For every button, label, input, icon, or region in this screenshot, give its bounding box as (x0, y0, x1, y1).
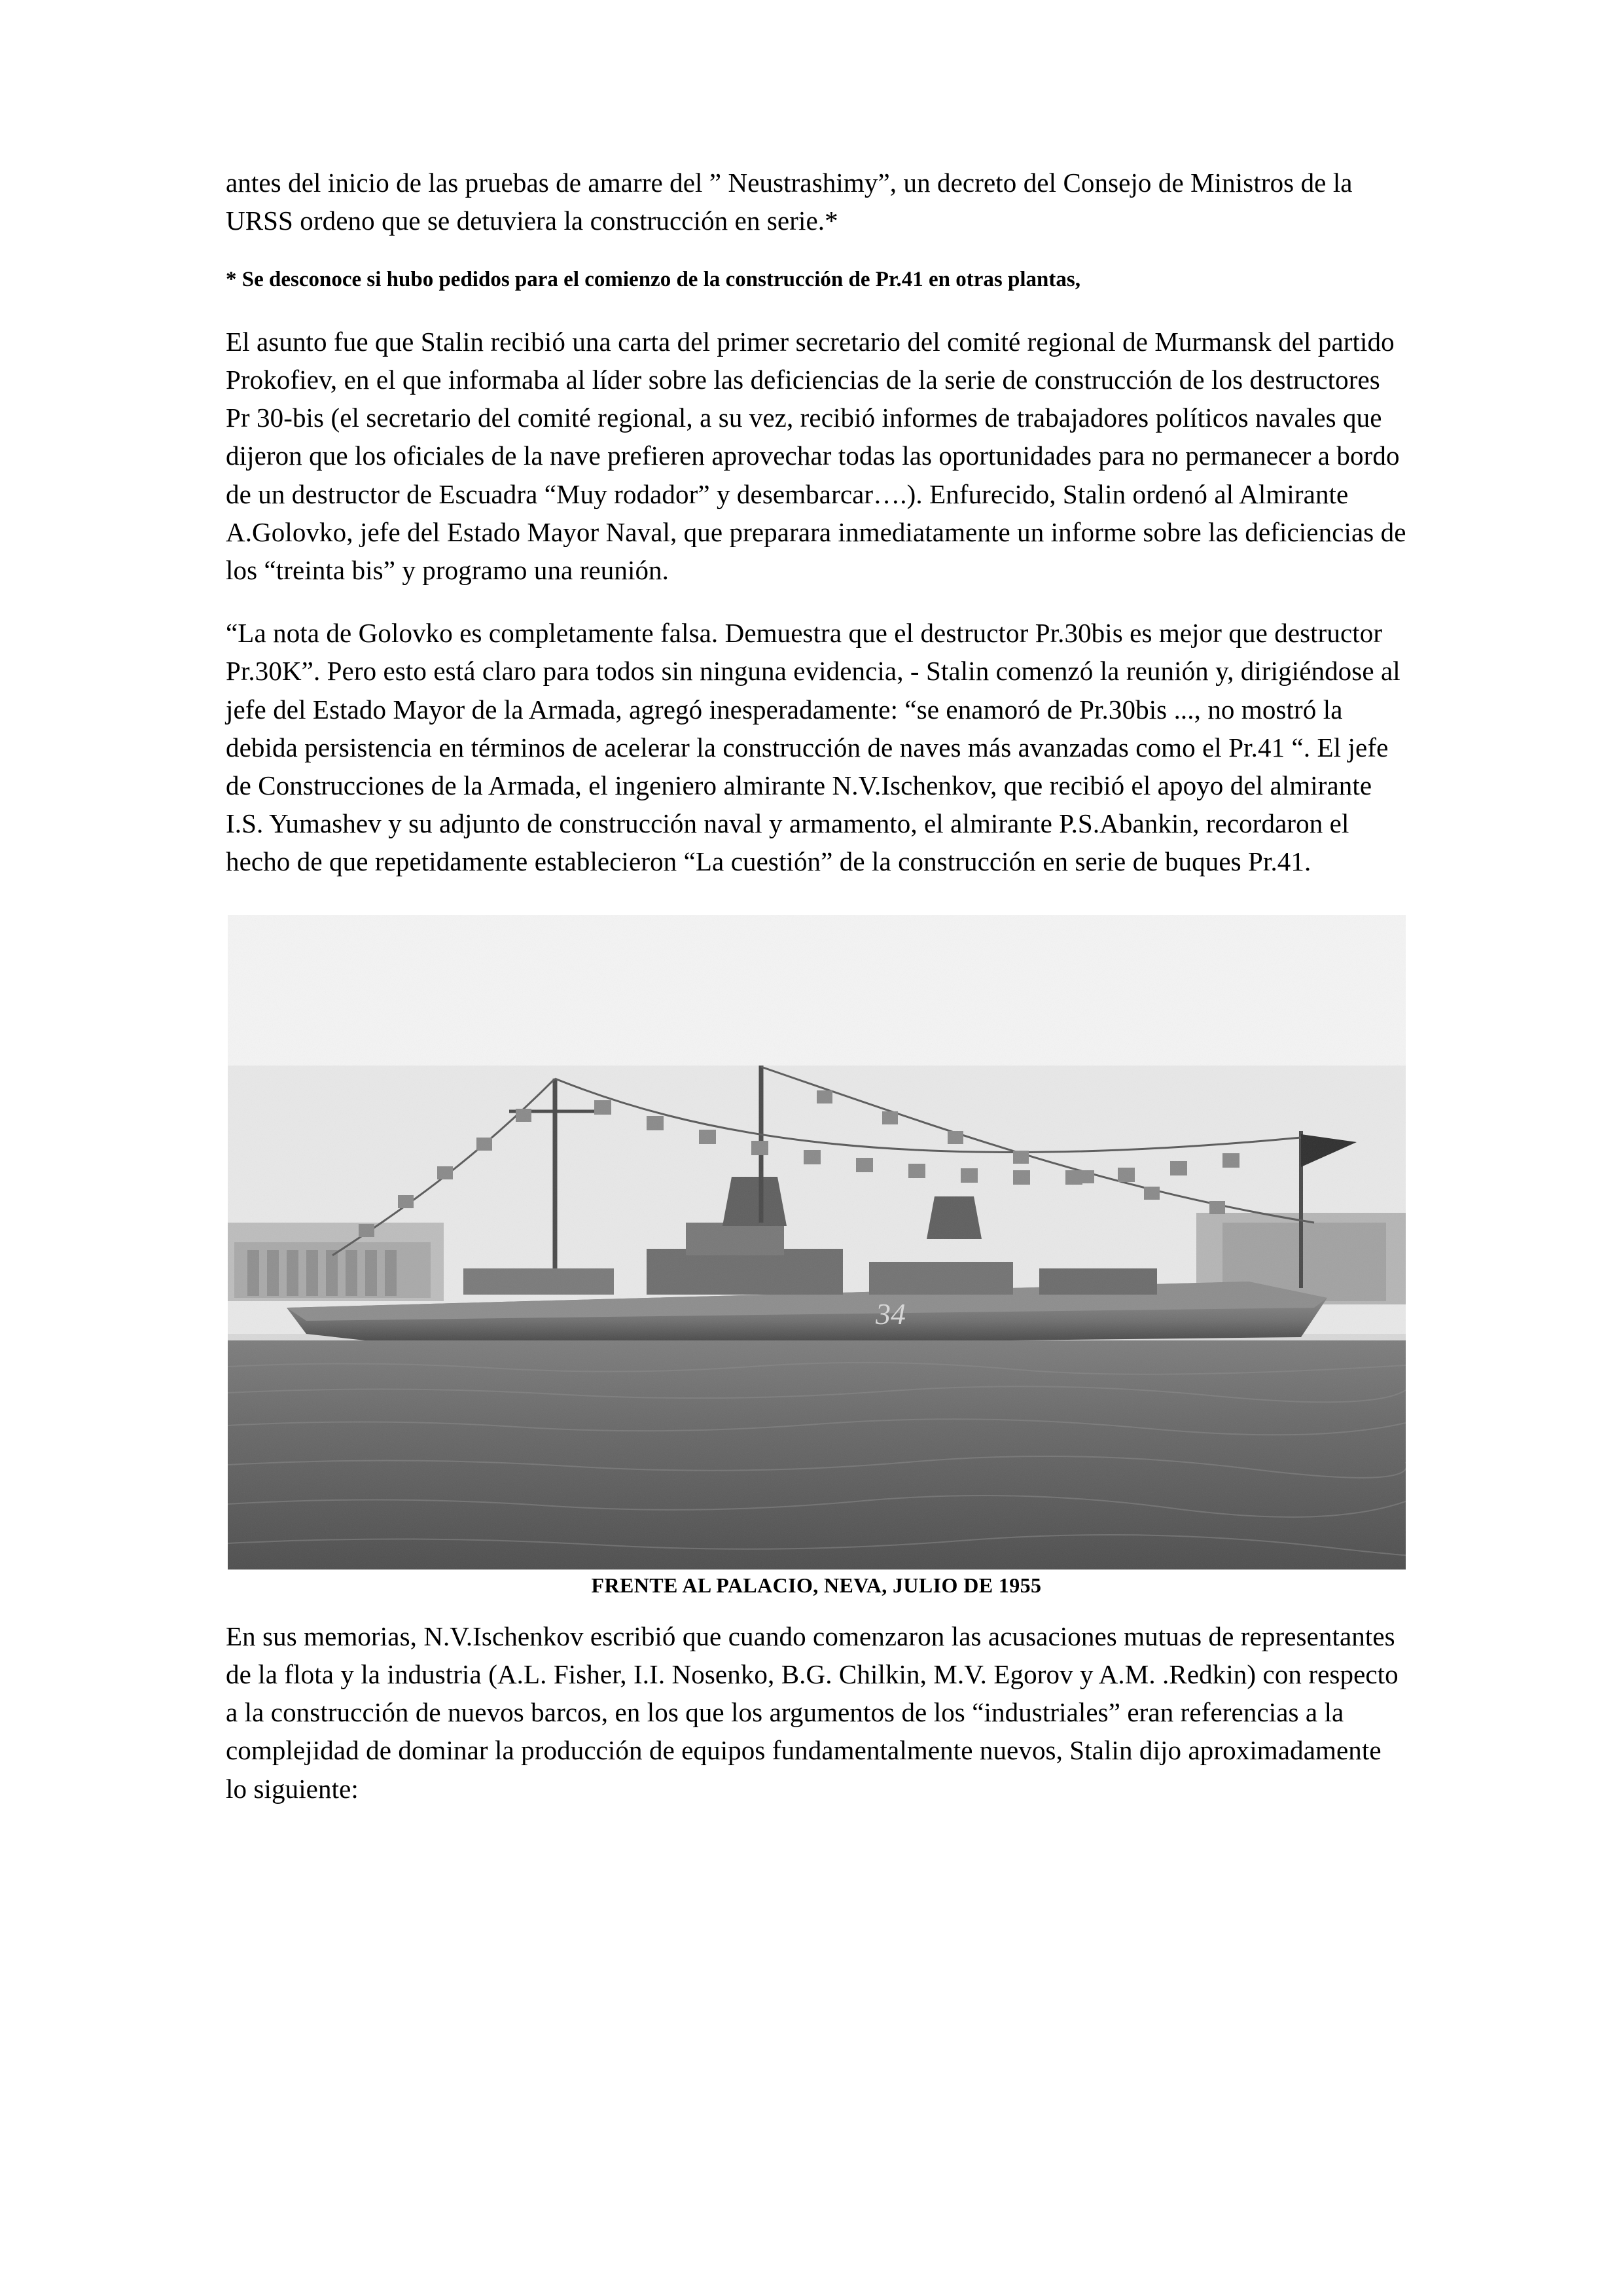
photo-frame (228, 915, 1406, 1570)
paragraph-intro: antes del inicio de las pruebas de amarre del ” Neustrashimy”, un decreto del Consejo de Ministros de la URSS ordeno que se detuviera la construcción en serie.* (226, 168, 1353, 236)
figure-caption: FRENTE AL PALACIO, NEVA, JULIO DE 1955 (591, 1573, 1042, 1597)
footnote-text: * Se desconoce si hubo pedidos para el comienzo de la construcción de Pr.41 en otras plantas, (226, 268, 1080, 292)
paragraph-golovko-note: “La nota de Golovko es completamente falsa. Demuestra que el destructor Pr.30bis es mejor que destructor Pr.30K”. Pero esto está claro para todos sin ninguna evidencia, - Stalin comenzó la reunión y, dirigiéndose al jefe del Estado Mayor de la Armada, agregó inesperadamente: “se enamoró de Pr.30bis ..., no mostró la debida persistencia en términos de acelerar la construcción de naves más avanzadas como el Pr.41 “. El jefe de Construcciones de la Armada, el ingeniero almirante N.V.Ischenkov, que recibió el apoyo del almirante I.S. Yumashev y su adjunto de construcción naval y armamento, el almirante P.S.Abankin, recordaron el hecho de que repetidamente establecieron “La cuestión” de la construcción en serie de buques Pr.41. (226, 618, 1400, 877)
paragraph-stalin-letter: El asunto fue que Stalin recibió una carta del primer secretario del comité regional de Murmansk del partido Prokofiev, en el que informaba al líder sobre las deficiencias de la serie de construcción de los destructores Pr 30-bis (el secretario del comité regional, a su vez, recibió informes de trabajadores políticos navales que dijeron que los oficiales de la nave prefieren aprovechar todas las oportunidades para no permanecer a bordo de un destructor de Escuadra “Muy rodador” y desembarcar….). Enfurecido, Stalin ordenó al Almirante A.Golovko, jefe del Estado Mayor Naval, que preparara inmediatamente un informe sobre las deficiencias de los “treinta bis” y programo una reunión. (226, 326, 1406, 585)
figure-destroyer-photo (226, 915, 1407, 1598)
paragraph-memoirs: En sus memorias, N.V.Ischenkov escribió que cuando comenzaron las acusaciones mutuas de representantes de la flota y la industria (A.L. Fisher, I.I. Nosenko, B.G. Chilkin, M.V. Egorov y A.M. .Redkin) con respecto a la construcción de nuevos barcos, en los que los argumentos de los “industriales” eran referencias a la complejidad de dominar la producción de equipos fundamentalmente nuevos, Stalin dijo aproximadamente lo siguiente: (226, 1621, 1399, 1804)
destroyer-photo-illustration (228, 915, 1406, 1570)
